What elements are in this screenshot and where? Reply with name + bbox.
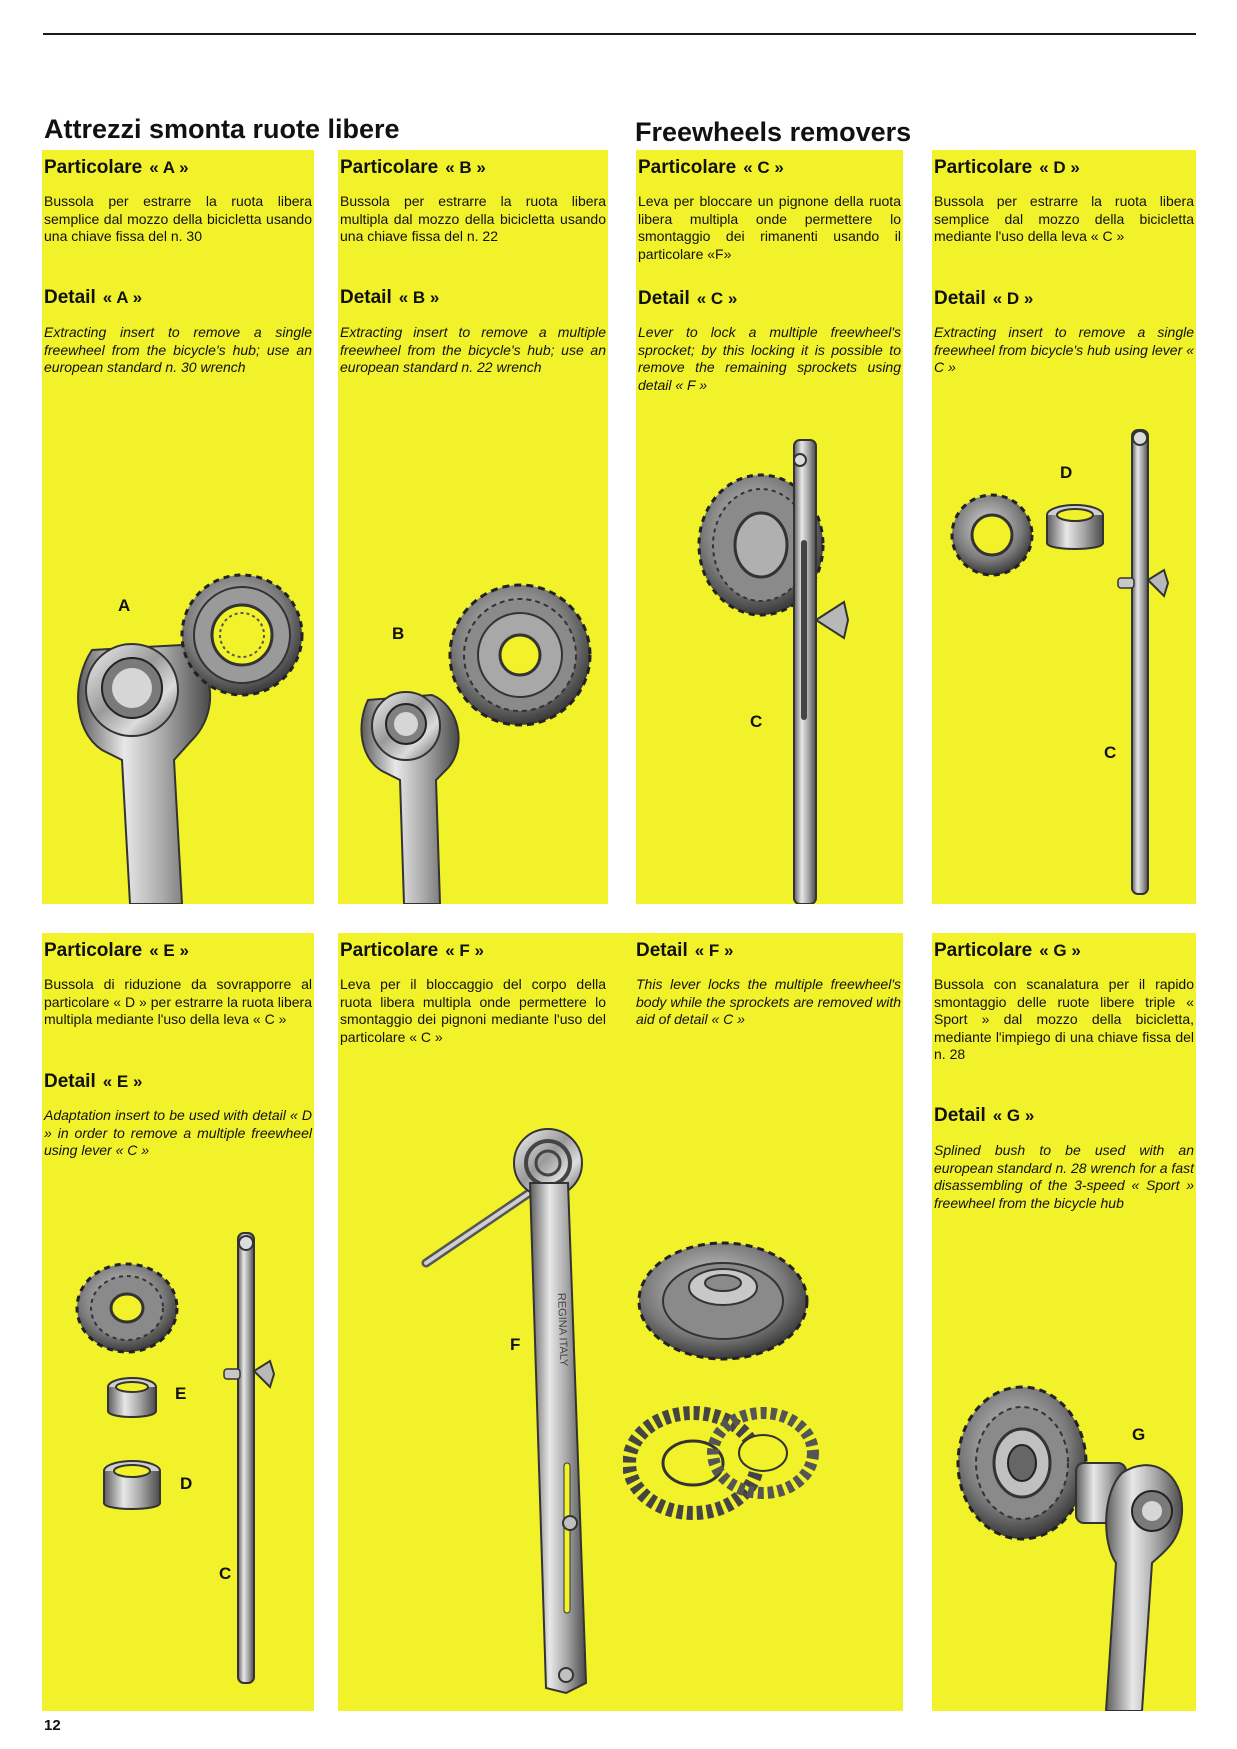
panel-e-en-text: Adaptation insert to be used with detail « D » in order to remove a multiple freewheel using lever « C » (44, 1107, 312, 1158)
wrench-icon (1072, 1433, 1196, 1711)
insert-icon (102, 1373, 162, 1428)
heading-english: Freewheels removers (635, 117, 912, 147)
panel-d-en-text: Extracting insert to remove a single freewheel from bicycle's hub using lever « C » (934, 324, 1194, 375)
label-c: C (750, 712, 763, 731)
panel-b-it-title: Particolare « B » (340, 157, 486, 178)
sprocket-icon (623, 1393, 823, 1523)
page-number: 12 (44, 1717, 61, 1734)
panel-detail-g (932, 933, 1196, 1711)
panel-g-it-title: Particolare « G » (934, 940, 1081, 961)
panel-g-en-title: Detail « G » (934, 1105, 1035, 1126)
label-c: C (219, 1564, 232, 1583)
panel-b-en-title: Detail « B » (340, 287, 440, 308)
panel-a-it-title: Particolare « A » (44, 157, 189, 178)
panel-d-en-title: Detail « D » (934, 288, 1034, 309)
panel-a-en-title: Detail « A » (44, 287, 143, 308)
panel-e-it-title: Particolare « E » (44, 940, 189, 961)
sprocket-icon (633, 1233, 813, 1368)
lever-icon (418, 1103, 618, 1703)
panel-f-it-text: Leva per il bloccaggio del corpo della ruota libera multipla onde permettere lo smontaggio dei pignoni mediante l'uso del particolare « C » (340, 976, 606, 1045)
panel-d-it-text: Bussola per estrarre la ruota libera semplice dal mozzo della bicicletta mediante l'uso della leva « C » (934, 193, 1194, 244)
panel-detail-d (932, 150, 1196, 904)
sprocket-icon (172, 565, 312, 705)
panel-detail-a (42, 150, 314, 904)
panel-detail-c (636, 150, 903, 904)
panel-f-en-title: Detail « F » (636, 940, 734, 961)
label-f: F (510, 1335, 521, 1354)
panel-c-it-text: Leva per bloccare un pignone della ruota libera multipla onde permettere lo smontaggio dei rimanenti usando il particolare «F» (638, 193, 901, 262)
sprocket-icon (947, 490, 1037, 580)
label-d: D (1060, 463, 1073, 482)
panel-g-en-text: Splined bush to be used with an european standard n. 28 wrench for a fast disassembling of the 3-speed « Sport » freewheel from the bicycle hub (934, 1142, 1194, 1211)
panel-e-en-title: Detail « E » (44, 1071, 143, 1092)
panel-b-en-text: Extracting insert to remove a multiple freewheel from the bicycle's hub; use an european standard n. 22 wrench (340, 324, 606, 375)
label-b: B (392, 624, 405, 643)
panel-g-it-text: Bussola con scanalatura per il rapido smontaggio delle ruote libere triple « Sport » dal mozzo della bicicletta, mediante l'impiego di una chiave fissa del n. 28 (934, 976, 1194, 1062)
heading-italian: Attrezzi smonta ruote libere (44, 114, 400, 144)
panel-detail-b (338, 150, 608, 904)
top-rule (43, 33, 1196, 35)
label-d: D (180, 1474, 193, 1493)
panel-f-it-title: Particolare « F » (340, 940, 484, 961)
panel-a-en-text: Extracting insert to remove a single freewheel from the bicycle's hub; use an european standard n. 30 wrench (44, 324, 312, 375)
engraving-text: REGINA ITALY (555, 1292, 570, 1367)
insert-icon (1040, 495, 1110, 565)
panel-d-it-title: Particolare « D » (934, 157, 1080, 178)
panel-detail-f (338, 933, 903, 1711)
insert-icon (97, 1453, 167, 1523)
label-e: E (175, 1384, 187, 1403)
label-a: A (118, 596, 131, 615)
lever-icon (1112, 420, 1172, 904)
panel-c-en-title: Detail « C » (638, 288, 738, 309)
sprocket-icon (72, 1258, 182, 1358)
panel-b-it-text: Bussola per estrarre la ruota libera multipla dal mozzo della bicicletta usando una chiave fissa del n. 22 (340, 193, 606, 244)
lever-icon (786, 430, 856, 904)
label-c: C (1104, 743, 1117, 762)
panel-detail-e (42, 933, 314, 1711)
panel-c-it-title: Particolare « C » (638, 157, 784, 178)
panel-c-en-text: Lever to lock a multiple freewheel's sprocket; by this locking it is possible to remove the remaining sprockets using detail « F » (638, 324, 901, 393)
label-g: G (1132, 1425, 1146, 1444)
lever-icon (222, 1223, 282, 1693)
sprocket-icon (438, 580, 603, 730)
panel-e-it-text: Bussola di riduzione da sovrapporre al particolare « D » per estrarre la ruota libera multipla mediante l'uso della leva « C » (44, 976, 312, 1027)
panel-f-en-text: This lever locks the multiple freewheel's body while the sprockets are removed with aid of detail « C » (636, 976, 901, 1027)
panel-a-it-text: Bussola per estrarre la ruota libera semplice dal mozzo della bicicletta usando una chiave fissa del n. 30 (44, 193, 312, 244)
